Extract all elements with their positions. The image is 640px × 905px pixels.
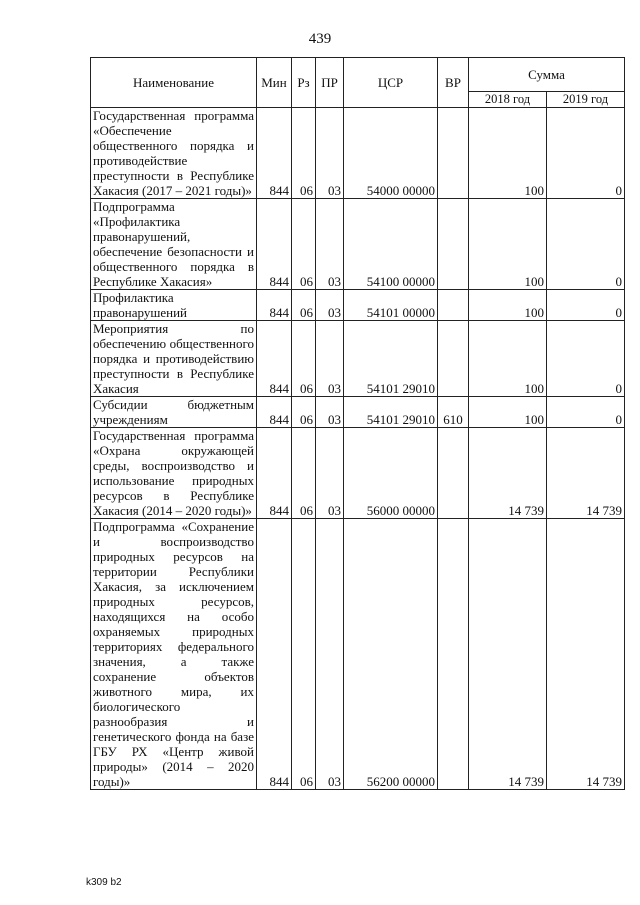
table-row (91, 290, 625, 321)
row-min: 844 (257, 397, 292, 428)
header-rz: Рз (292, 58, 316, 108)
row-min: 844 (257, 428, 292, 519)
row-2018: 14 739 (469, 519, 547, 790)
header-pr: ПР (316, 58, 344, 108)
row-name: Мероприятия по обеспечению общественного порядка и противодействию преступности в Республике Хакасия (91, 321, 257, 397)
row-2018: 14 739 (469, 428, 547, 519)
row-pr: 03 (316, 321, 344, 397)
row-csr: 56200 00000 (344, 519, 438, 790)
row-rz: 06 (292, 290, 316, 321)
row-min: 844 (257, 519, 292, 790)
row-rz: 06 (292, 108, 316, 199)
footer-code: k309 b2 (86, 877, 122, 888)
row-min: 844 (257, 290, 292, 321)
row-csr: 54101 29010 (344, 321, 438, 397)
row-2018: 100 (469, 397, 547, 428)
row-csr: 54101 00000 (344, 290, 438, 321)
header-min: Мин (257, 58, 292, 108)
row-2019: 0 (547, 290, 625, 321)
table-row (91, 428, 625, 519)
table-row (91, 108, 625, 199)
table-row (91, 519, 625, 790)
row-min: 844 (257, 108, 292, 199)
row-pr: 03 (316, 428, 344, 519)
row-2018: 100 (469, 108, 547, 199)
row-rz: 06 (292, 519, 316, 790)
row-2019: 14 739 (547, 519, 625, 790)
row-2018: 100 (469, 290, 547, 321)
row-vr: 610 (438, 397, 469, 428)
row-2018: 100 (469, 199, 547, 290)
header-vr: ВР (438, 58, 469, 108)
table-row (91, 397, 625, 428)
row-rz: 06 (292, 321, 316, 397)
row-csr: 54100 00000 (344, 199, 438, 290)
row-name: Субсидии бюджетным учреждениям (91, 397, 257, 428)
row-rz: 06 (292, 397, 316, 428)
header-2019: 2019 год (547, 92, 625, 108)
row-name: Профилактика правонарушений (91, 290, 257, 321)
row-rz: 06 (292, 199, 316, 290)
row-csr: 56000 00000 (344, 428, 438, 519)
row-name: Государственная программа «Обеспечение общественного порядка и противодействие преступности в Республике Хакасия (2017 – 2021 годы)» (91, 108, 257, 199)
header-name: Наименование (91, 58, 257, 108)
header-2018: 2018 год (469, 92, 547, 108)
row-rz: 06 (292, 428, 316, 519)
row-2019: 0 (547, 397, 625, 428)
row-name: Подпрограмма «Сохранение и воспроизводство природных ресурсов на территории Республики Хакасия, за исключением природных ресурсов, находящихся на особо охраняемых природных территориях федерального значения, а также сохранение объектов животного мира, их биологического разнообразия и генетического фонда на базе ГБУ РХ «Центр живой природы» (2014 – 2020 годы)» (91, 519, 257, 790)
header-csr: ЦСР (344, 58, 438, 108)
row-2019: 0 (547, 321, 625, 397)
row-2019: 0 (547, 108, 625, 199)
budget-table (90, 57, 625, 790)
table-row (91, 199, 625, 290)
row-vr (438, 321, 469, 397)
row-csr: 54000 00000 (344, 108, 438, 199)
row-vr (438, 199, 469, 290)
row-vr (438, 108, 469, 199)
row-pr: 03 (316, 397, 344, 428)
row-2019: 14 739 (547, 428, 625, 519)
row-2018: 100 (469, 321, 547, 397)
header-sum: Сумма (469, 58, 625, 92)
page-number: 439 (308, 31, 332, 47)
row-pr: 03 (316, 290, 344, 321)
row-min: 844 (257, 321, 292, 397)
row-vr (438, 428, 469, 519)
table-row (91, 321, 625, 397)
row-pr: 03 (316, 519, 344, 790)
row-pr: 03 (316, 108, 344, 199)
row-2019: 0 (547, 199, 625, 290)
row-csr: 54101 29010 (344, 397, 438, 428)
row-vr (438, 290, 469, 321)
row-min: 844 (257, 199, 292, 290)
row-pr: 03 (316, 199, 344, 290)
row-name: Государственная программа «Охрана окружающей среды, воспроизводство и использование природных ресурсов в Республике Хакасия (2014 – 2020 годы)» (91, 428, 257, 519)
row-name: Подпрограмма «Профилактика правонарушений, обеспечение безопасности и общественного порядка в Республике Хакасия» (91, 199, 257, 290)
row-vr (438, 519, 469, 790)
